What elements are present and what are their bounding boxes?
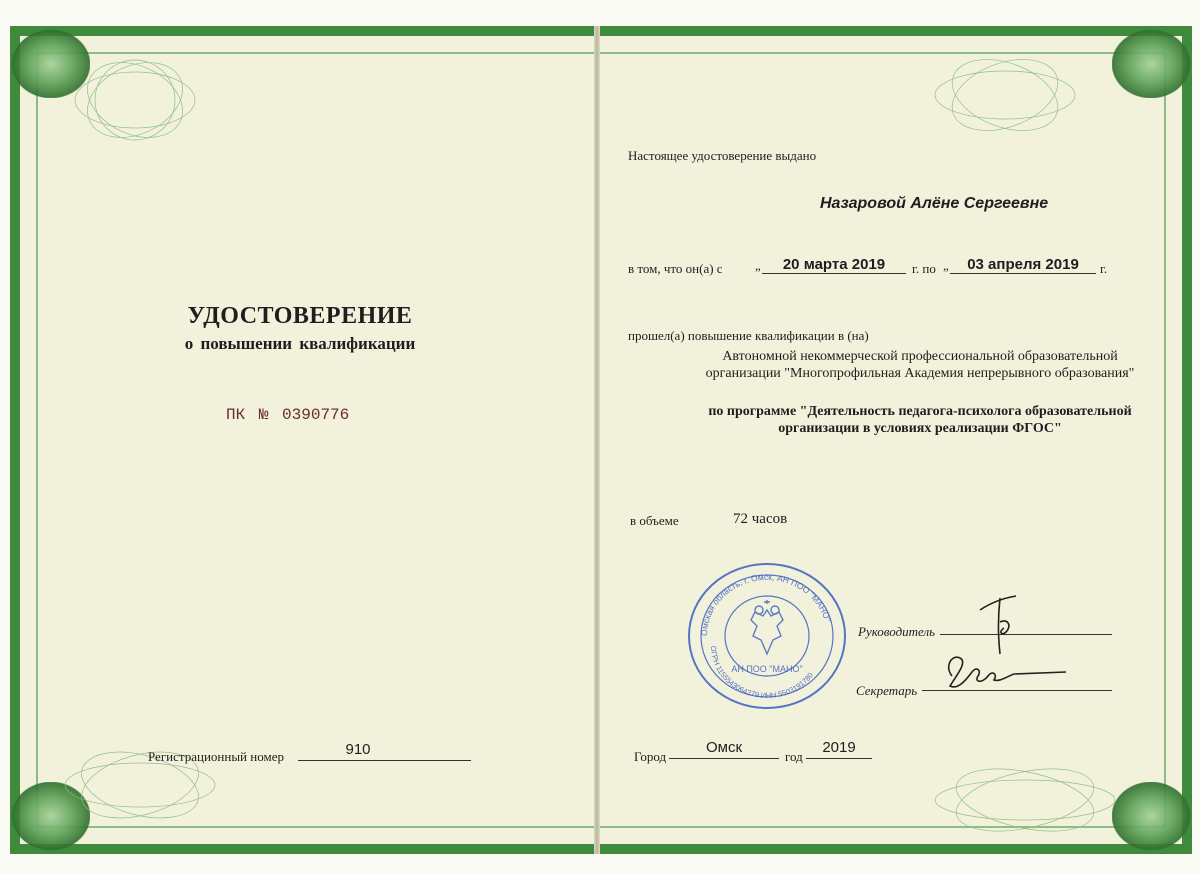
- year-value: 2019: [822, 739, 856, 756]
- serial-number: 0390776: [282, 406, 350, 424]
- to-date-line: [950, 273, 1096, 274]
- passed-label: прошел(а) повышение квалификации в (на): [628, 328, 869, 343]
- serial-no-sign: №: [258, 406, 269, 424]
- certificate-subtitle: о повышении квалификации: [184, 334, 416, 353]
- guilloche-rosette-icon: [70, 40, 200, 160]
- registration-number: 910: [345, 741, 371, 758]
- city-value: Омск: [705, 739, 743, 756]
- serial-prefix: ПК: [226, 406, 246, 424]
- svg-text:Омская область, г. Омск, АН ПО: [699, 572, 833, 636]
- year-label: год: [785, 749, 803, 764]
- secretary-label: Секретарь: [856, 683, 918, 698]
- city-line: [669, 758, 779, 759]
- period-mid: г. по: [912, 261, 936, 276]
- double-headed-eagle-icon: [751, 600, 783, 654]
- from-date: 20 марта 2019: [782, 256, 886, 273]
- registration-line: [298, 760, 471, 761]
- issued-label: Настоящее удостоверение выдано: [628, 148, 817, 163]
- stamp-outer-text: Омская область, г. Омск, АН ПОО "МАНО": [698, 571, 833, 637]
- stamp-center-text: АН ПОО "МАНО": [731, 664, 803, 674]
- certificate-title: УДОСТОВЕРЕНИЕ: [187, 303, 413, 329]
- left-inner-frame: [36, 52, 596, 828]
- guilloche-rosette-icon: [930, 760, 1120, 840]
- volume-value: 72 часов: [733, 511, 788, 527]
- year-line: [806, 758, 872, 759]
- organization-name: Автономной некоммерческой профессиональной образовательной организации "Многопрофильная Академия непрерывного образования": [705, 349, 1135, 381]
- corner-ornament-top-right: [1112, 30, 1190, 98]
- center-fold: [594, 26, 600, 854]
- to-date: 03 апреля 2019: [967, 256, 1079, 273]
- quote-open-to: „: [943, 258, 949, 273]
- stamp-bottom-text: ОГРН 1155543064279 ИНН 5503191780: [708, 645, 815, 701]
- from-date-line: [762, 273, 906, 274]
- serial-number-block: [226, 406, 349, 424]
- quote-open-from: „: [755, 258, 761, 273]
- period-prefix: в том, что он(а) с: [628, 261, 723, 276]
- program-name: по программе "Деятельность педагога-психолога образовательной организации в условиях реализации ФГОС": [708, 404, 1132, 436]
- official-stamp: [685, 560, 849, 712]
- volume-label: в объеме: [630, 513, 679, 528]
- corner-ornament-bottom-right: [1112, 782, 1190, 850]
- period-suffix: г.: [1100, 261, 1108, 276]
- recipient-name: Назаровой Алёне Сергеевне: [820, 195, 1049, 212]
- registration-label: Регистрационный номер: [148, 749, 284, 764]
- head-label: Руководитель: [858, 624, 936, 639]
- right-inner-frame: [598, 52, 1166, 828]
- secretary-signature-icon: [938, 646, 1078, 696]
- city-label: Город: [634, 749, 667, 764]
- guilloche-rosette-icon: [930, 40, 1080, 150]
